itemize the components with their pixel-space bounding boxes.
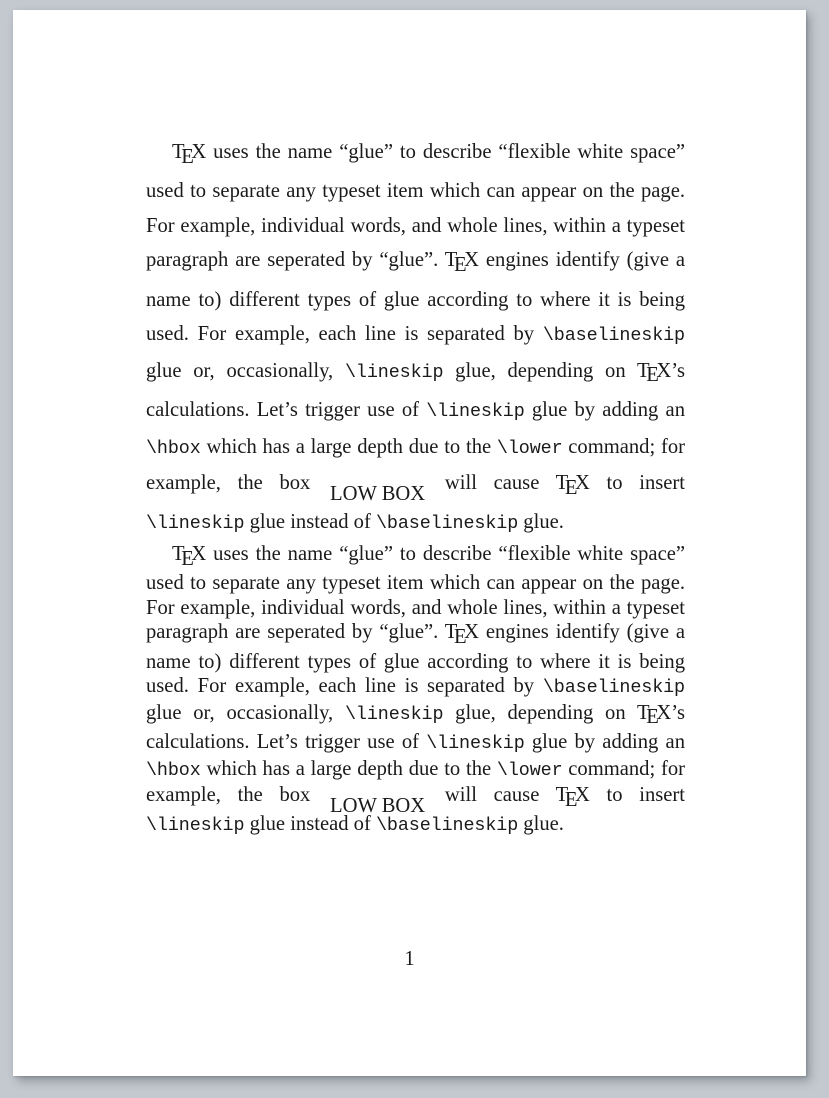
tex-logo-e: E <box>181 547 194 570</box>
control-sequence: \hbox <box>146 759 201 781</box>
tex-logo-e: E <box>454 626 467 649</box>
tex-logo <box>637 701 672 729</box>
tex-logo-e: E <box>564 476 578 499</box>
tex-logo-t: T <box>555 784 569 807</box>
control-sequence: \lineskip <box>344 361 444 383</box>
control-sequence: \lineskip <box>426 401 525 423</box>
tex-logo-t: T <box>172 543 185 566</box>
tex-logo-t: T <box>637 701 650 724</box>
tex-logo-e: E <box>646 706 659 729</box>
tex-logo-t: T <box>444 621 458 644</box>
control-sequence: \lower <box>496 437 563 459</box>
tex-logo-t: T <box>444 249 458 272</box>
control-sequence: \hbox <box>146 437 201 459</box>
document-page <box>13 10 806 1076</box>
tex-logo-e: E <box>646 364 659 387</box>
tex-logo <box>555 472 590 499</box>
text-block <box>146 135 685 839</box>
tex-logo-e: E <box>181 145 194 168</box>
tex-logo-e: E <box>564 788 578 811</box>
lowered-hbox: LOW BOX <box>330 483 426 506</box>
tex-logo-x: X <box>656 359 672 382</box>
control-sequence: \lineskip <box>344 703 444 725</box>
control-sequence: \lineskip <box>146 513 245 535</box>
tex-logo <box>172 543 207 570</box>
control-sequence: \baselineskip <box>375 815 519 837</box>
control-sequence: \lineskip <box>426 733 525 755</box>
tex-logo <box>555 784 590 811</box>
control-sequence: \baselineskip <box>375 513 519 535</box>
tex-logo-x: X <box>464 621 479 644</box>
tex-logo <box>637 359 672 387</box>
paragraph-tight: TEX uses the name “glue” to describe “flexible white space” used to separate any typeset item which can appear on the page. For example, individual words, and whole lines, within a typeset paragraph are seperated by “glue”. TEX engines identify (give a name to) different types of glue according to where it is being used. For example, each line is separated by \baselineskip glue or, occasionally, \lineskip glue, depending on TEX’s calculations. Let’s trigger use of \lineskip glue by adding an \hbox which has a large depth due to the \lower command; for example, the box LOW BOX will cause TEX to insert \lineskip glue instead of \baselineskip glue. <box>146 543 686 837</box>
tex-logo <box>444 249 479 277</box>
tex-logo-x: X <box>574 784 590 807</box>
lowered-hbox: LOW BOX <box>330 795 426 818</box>
tex-logo-t: T <box>637 359 650 382</box>
page-number: 1 <box>404 948 415 970</box>
tex-logo-x: X <box>656 701 672 724</box>
tex-logo-x: X <box>574 472 590 495</box>
control-sequence: \baselineskip <box>542 325 685 347</box>
control-sequence: \lower <box>496 759 563 781</box>
tex-logo <box>172 141 207 168</box>
control-sequence: \lineskip <box>146 815 245 837</box>
tex-logo-x: X <box>464 249 479 272</box>
tex-logo <box>444 621 479 649</box>
control-sequence: \baselineskip <box>542 677 685 699</box>
tex-logo-t: T <box>555 472 569 495</box>
tex-logo-x: X <box>191 543 207 566</box>
tex-logo-e: E <box>454 254 467 277</box>
tex-logo-x: X <box>191 141 207 163</box>
paragraph-loose: TEX uses the name “glue” to describe “flexible white space” used to separate any typeset item which can appear on the page. For example, individual words, and whole lines, within a typeset paragraph are seperated by “glue”. TEX engines identify (give a name to) different types of glue according to where it is being used. For example, each line is separated by \baselineskip glue or, occasionally, \lineskip glue, depending on TEX’s calculations. Let’s trigger use of \lineskip glue by adding an \hbox which has a large depth due to the \lower command; for example, the box LOW BOX will cause TEX to insert \lineskip glue instead of \baselineskip glue. <box>146 141 686 535</box>
tex-logo-t: T <box>172 141 185 163</box>
